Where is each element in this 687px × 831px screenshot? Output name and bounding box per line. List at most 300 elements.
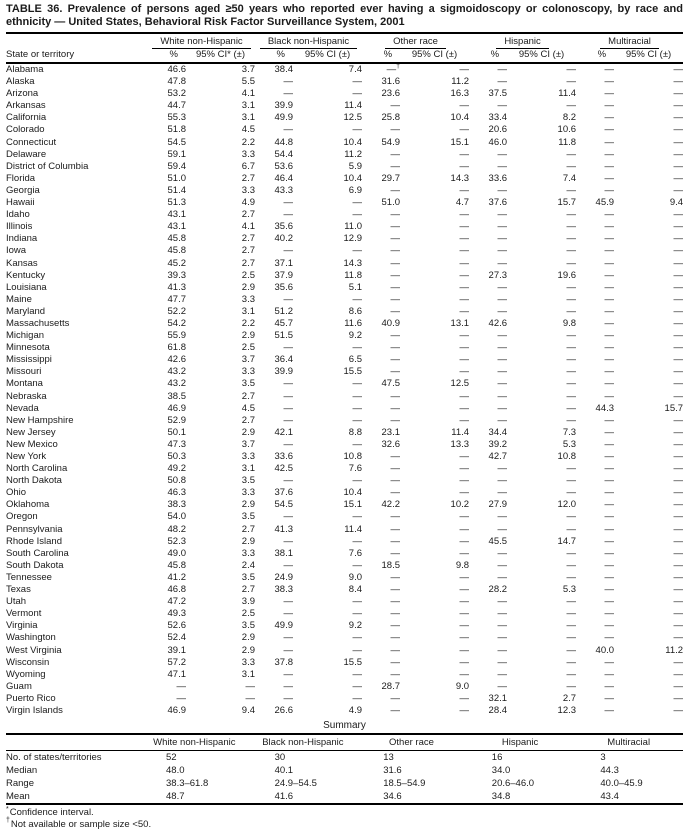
pct-value-cell: — xyxy=(604,535,615,547)
pct-value-cell: 52.6 xyxy=(167,620,186,632)
pct-value-cell: 33.4 xyxy=(488,112,508,124)
pct-value-cell: 50.1 xyxy=(167,426,186,438)
ci-value-cell: — xyxy=(459,293,470,305)
ci-value-cell: — xyxy=(245,692,255,704)
pct-value-cell: 20.6 xyxy=(488,124,508,136)
pct-value-cell: 54.4 xyxy=(274,148,293,160)
pct-value-cell: — xyxy=(283,209,293,221)
pct-value-cell: 52.4 xyxy=(167,632,186,644)
summary-value-cell: 48.0 xyxy=(166,765,185,777)
pct-value-cell: — xyxy=(604,88,615,100)
pct-value-cell: — xyxy=(604,269,615,281)
table-row xyxy=(6,439,683,451)
pct-value-cell: — xyxy=(497,100,508,112)
ci-value-cell: — xyxy=(459,692,470,704)
state-name-cell: Oregon xyxy=(6,511,38,523)
ci-value-cell: 9.8 xyxy=(455,559,470,571)
summary-row-label: No. of states/territories xyxy=(6,752,102,764)
state-name-cell: Rhode Island xyxy=(6,535,62,547)
pct-value-cell: 47.7 xyxy=(167,293,186,305)
summary-table xyxy=(6,733,683,805)
ci-value-cell: — xyxy=(673,668,684,680)
state-name-cell: Louisiana xyxy=(6,281,47,293)
pct-value-cell: 53.2 xyxy=(167,88,186,100)
table-row xyxy=(6,124,683,136)
pct-value-cell: — xyxy=(604,584,615,596)
ci-value-cell: — xyxy=(673,584,684,596)
pct-value-cell: — xyxy=(497,463,508,475)
ci-value-cell: 2.9 xyxy=(241,632,255,644)
column-subheader-row xyxy=(6,49,683,63)
pct-value-cell: 49.9 xyxy=(274,620,293,632)
ci-value-cell: 19.6 xyxy=(557,269,577,281)
ci-value-cell: — xyxy=(459,100,470,112)
pct-value-cell: 41.2 xyxy=(167,571,186,583)
ci-value-cell: — xyxy=(566,245,577,257)
ci-value-cell: 4.9 xyxy=(348,704,363,716)
ci-value-cell: — xyxy=(566,620,577,632)
pct-value-cell: — xyxy=(604,233,615,245)
pct-value-cell: 25.8 xyxy=(381,112,401,124)
ci-value-cell: — xyxy=(566,559,577,571)
state-name-cell: Ohio xyxy=(6,487,27,499)
pct-value-cell: — xyxy=(390,584,401,596)
pct-value-cell: 37.8 xyxy=(274,656,293,668)
table-row xyxy=(6,536,683,548)
ci-value-cell: — xyxy=(459,330,470,342)
pct-value-cell: 43.3 xyxy=(274,184,293,196)
ci-value-cell: — xyxy=(352,559,363,571)
ci-value-cell: — xyxy=(352,342,363,354)
state-name-cell: North Carolina xyxy=(6,463,68,475)
summary-value-cell: 18.5–54.9 xyxy=(383,778,426,790)
pct-value-cell: 18.5 xyxy=(381,559,401,571)
summary-value-cell: 13 xyxy=(383,752,394,764)
ci-value-cell: — xyxy=(566,64,577,75)
pct-value-cell: 42.6 xyxy=(488,317,508,329)
ci-value-cell: — xyxy=(673,354,684,366)
state-name-cell: New York xyxy=(6,451,47,462)
ci-value-cell: 11.0 xyxy=(344,221,363,233)
pct-value-cell: 54.2 xyxy=(167,317,186,329)
table-row xyxy=(6,233,683,245)
pct-value-cell: 49.9 xyxy=(274,112,293,124)
pct-value-cell: — xyxy=(604,317,615,329)
pct-value-cell: 52.9 xyxy=(167,414,186,426)
table-row xyxy=(6,693,683,705)
ci-value-cell: — xyxy=(673,620,684,632)
ci-value-cell: — xyxy=(459,366,470,378)
pct-value-cell: — xyxy=(497,523,508,535)
state-name-cell: Florida xyxy=(6,172,36,184)
pct-value-cell: 44.3 xyxy=(595,402,615,414)
ci-value-cell: — xyxy=(459,656,470,668)
pct-value-cell: — xyxy=(283,342,293,354)
summary-row xyxy=(6,751,683,765)
state-name-cell: Virginia xyxy=(6,620,38,632)
pct-value-cell: — xyxy=(604,76,615,88)
pct-value-cell: 34.4 xyxy=(488,426,508,438)
state-name-cell: Mississippi xyxy=(6,354,52,366)
pct-value-cell: — xyxy=(390,293,401,305)
state-name-cell: Indiana xyxy=(6,233,38,245)
pct-value-cell: 37.1 xyxy=(274,257,293,269)
pct-value-cell: 42.2 xyxy=(381,499,401,511)
ci-value-cell: 6.7 xyxy=(241,160,255,172)
pct-column-header: % xyxy=(148,49,186,63)
pct-value-cell: 45.7 xyxy=(274,317,293,329)
ci-value-cell: — xyxy=(459,620,470,632)
ci-value-cell: 15.1 xyxy=(450,136,470,148)
pct-value-cell: 45.8 xyxy=(167,245,186,257)
ci-value-cell: 2.2 xyxy=(241,317,255,329)
ci-value-cell: — xyxy=(673,571,684,583)
table-row xyxy=(6,427,683,439)
table-title: TABLE 36. Prevalence of persons aged ≥50 years who reported ever having a sigmoidoscopy or colonoscopy, by race and ethnicity — United States, Behavioral Risk Factor Surveillance System, 2001 xyxy=(6,3,683,28)
ci-value-cell: — xyxy=(566,160,577,172)
prevalence-table xyxy=(6,32,683,717)
table-row xyxy=(6,403,683,415)
pct-value-cell: — xyxy=(283,644,293,656)
ci-value-cell: — xyxy=(673,632,684,644)
pct-value-cell: 41.3 xyxy=(274,523,293,535)
table-row xyxy=(6,76,683,88)
pct-value-cell: 38.3 xyxy=(274,584,293,596)
state-name-cell: Colorado xyxy=(6,124,45,136)
ci-value-cell: — xyxy=(673,704,684,716)
state-name-cell: Alabama xyxy=(6,64,44,75)
pct-value-cell: — xyxy=(604,342,615,354)
pct-value-cell: — xyxy=(283,402,293,414)
pct-value-cell: — xyxy=(604,366,615,378)
summary-row-label: Median xyxy=(6,765,38,777)
summary-row-label: Range xyxy=(6,778,34,790)
pct-value-cell: 46.0 xyxy=(488,136,508,148)
ci-value-cell: 10.4 xyxy=(450,112,470,124)
table-row xyxy=(6,173,683,185)
pct-value-cell: 40.9 xyxy=(381,317,401,329)
pct-value-cell: 42.6 xyxy=(167,354,186,366)
pct-value-cell: 49.2 xyxy=(167,463,186,475)
state-name-cell: Pennsylvania xyxy=(6,523,63,535)
table-row xyxy=(6,391,683,403)
ci-value-cell: 2.9 xyxy=(241,499,255,511)
ci-value-cell: 11.4 xyxy=(451,426,470,438)
group-header-label: Black non-Hispanic xyxy=(260,36,357,49)
ci-value-cell: — xyxy=(352,197,363,209)
pct-value-cell: 50.8 xyxy=(167,475,186,487)
pct-value-cell: 38.1 xyxy=(274,547,293,559)
ci-value-cell: — xyxy=(566,330,577,342)
pct-value-cell: 23.6 xyxy=(381,88,401,100)
summary-rows xyxy=(6,751,683,805)
ci-value-cell: 10.6 xyxy=(557,124,577,136)
pct-value-cell: — xyxy=(283,475,293,487)
ci-value-cell: 10.4 xyxy=(343,487,363,499)
pct-value-cell: 37.6 xyxy=(488,197,508,209)
ci-value-cell: 2.7 xyxy=(241,414,255,426)
pct-column-header: % xyxy=(469,49,507,63)
ci-value-cell: — xyxy=(673,136,684,148)
pct-value-cell: — xyxy=(390,233,401,245)
table-row xyxy=(6,282,683,294)
ci-value-cell: 3.1 xyxy=(241,463,255,475)
ci-value-cell: — xyxy=(566,402,577,414)
ci-value-cell: 3.3 xyxy=(241,366,255,378)
pct-value-cell: — xyxy=(497,293,508,305)
table-row xyxy=(6,378,683,390)
pct-value-cell: — xyxy=(497,305,508,317)
table-row xyxy=(6,245,683,257)
pct-value-cell: 40.0 xyxy=(595,644,615,656)
pct-value-cell: 54.5 xyxy=(167,136,186,148)
ci-value-cell: 4.1 xyxy=(241,88,255,100)
pct-value-cell: — xyxy=(497,668,508,680)
group-header-label: Multiracial xyxy=(600,36,659,49)
table-row xyxy=(6,415,683,427)
summary-value-cell: 34.0 xyxy=(491,765,511,777)
pct-value-cell: — xyxy=(604,632,615,644)
pct-value-cell: — xyxy=(390,148,401,160)
pct-value-cell: 51.5 xyxy=(274,330,293,342)
state-name-cell: Texas xyxy=(6,584,31,596)
pct-value-cell: 50.3 xyxy=(167,451,186,462)
pct-value-cell: 38.3 xyxy=(167,499,186,511)
ci-value-cell: — xyxy=(352,632,363,644)
pct-value-cell: — xyxy=(283,668,293,680)
pct-value-cell: — xyxy=(283,596,293,608)
table-row xyxy=(6,88,683,100)
ci-value-cell: — xyxy=(566,184,577,196)
table-row xyxy=(6,475,683,487)
ci-value-cell: — xyxy=(459,632,470,644)
ci-value-cell: — xyxy=(673,426,684,438)
ci-value-cell: — xyxy=(673,160,684,172)
state-col-spacer xyxy=(6,33,148,49)
pct-value-cell: 61.8 xyxy=(167,342,186,354)
state-name-cell: Missouri xyxy=(6,366,42,378)
summary-header-row xyxy=(6,734,683,751)
pct-value-cell: — xyxy=(390,160,401,172)
ci-value-cell: — xyxy=(566,463,577,475)
pct-value-cell: 38.4 xyxy=(274,64,293,75)
summary-row xyxy=(6,764,683,777)
state-name-cell: New Mexico xyxy=(6,438,58,450)
pct-value-cell: 42.7 xyxy=(488,451,508,462)
ci-value-cell: 2.9 xyxy=(241,426,255,438)
ci-value-cell: 9.8 xyxy=(562,317,577,329)
pct-value-cell: — xyxy=(604,245,615,257)
ci-value-cell: — xyxy=(459,402,470,414)
pct-value-cell: — xyxy=(604,559,615,571)
footnote-text: Not available or sample size <50. xyxy=(10,818,152,830)
ci-value-cell: 3.3 xyxy=(241,547,255,559)
state-name-cell: Wisconsin xyxy=(6,656,50,668)
pct-value-cell: —† xyxy=(386,63,401,75)
ci-value-cell: — xyxy=(352,245,363,257)
ci-value-cell: — xyxy=(673,305,684,317)
ci-value-cell: — xyxy=(459,305,470,317)
summary-col-header: White non-Hispanic xyxy=(140,734,249,751)
ci-value-cell: — xyxy=(673,112,684,124)
ci-value-cell: — xyxy=(673,475,684,487)
summary-value-cell: 44.3 xyxy=(600,765,619,777)
pct-value-cell: — xyxy=(283,76,293,88)
state-name-cell: Nebraska xyxy=(6,390,47,402)
pct-value-cell: — xyxy=(497,148,508,160)
ci-value-cell: 10.2 xyxy=(450,499,470,511)
pct-value-cell: 43.2 xyxy=(167,378,186,390)
summary-value-cell: 20.6–46.0 xyxy=(491,778,535,790)
ci-value-cell: — xyxy=(459,596,470,608)
state-name-cell: Arkansas xyxy=(6,100,46,112)
ci-value-cell: — xyxy=(459,342,470,354)
dagger-footnote-marker: † xyxy=(396,63,401,70)
pct-value-cell: — xyxy=(604,487,615,499)
pct-value-cell: — xyxy=(604,378,615,390)
ci-value-cell: 7.3 xyxy=(562,426,577,438)
table-row xyxy=(6,608,683,620)
state-name-cell: South Dakota xyxy=(6,559,64,571)
pct-value-cell: — xyxy=(390,620,401,632)
ci-value-cell: 3.1 xyxy=(241,100,255,112)
table-row xyxy=(6,330,683,342)
table-row xyxy=(6,209,683,221)
ci-value-cell: — xyxy=(352,644,363,656)
ci-value-cell: 2.7 xyxy=(241,523,255,535)
ci-value-cell: 5.1 xyxy=(348,281,363,293)
pct-value-cell: — xyxy=(176,680,186,692)
pct-value-cell: 35.6 xyxy=(274,281,293,293)
pct-value-cell: 45.8 xyxy=(167,559,186,571)
pct-value-cell: 47.1 xyxy=(167,668,186,680)
pct-value-cell: 46.3 xyxy=(167,487,186,499)
ci-value-cell: 10.8 xyxy=(557,451,577,462)
pct-value-cell: 53.6 xyxy=(274,160,293,172)
pct-value-cell: — xyxy=(497,571,508,583)
table-row xyxy=(6,318,683,330)
pct-value-cell: 46.4 xyxy=(274,172,293,184)
table-row xyxy=(6,584,683,596)
ci-value-cell: 3.3 xyxy=(241,451,255,462)
ci-value-cell: 7.4 xyxy=(348,64,363,75)
pct-value-cell: 47.5 xyxy=(381,378,401,390)
group-header-other-race xyxy=(362,33,469,49)
pct-value-cell: — xyxy=(604,704,615,716)
state-name-cell: Illinois xyxy=(6,221,33,233)
group-header-white-non-hispanic xyxy=(148,33,255,49)
state-name-cell: Montana xyxy=(6,378,43,390)
ci-value-cell: — xyxy=(673,317,684,329)
ci-value-cell: 13.1 xyxy=(450,317,470,329)
pct-value-cell: 37.5 xyxy=(488,88,508,100)
ci-value-cell: — xyxy=(459,160,470,172)
group-header-multiracial xyxy=(576,33,683,49)
ci-value-cell: 11.2 xyxy=(665,644,684,656)
ci-value-cell: — xyxy=(566,221,577,233)
pct-value-cell: 39.9 xyxy=(274,100,293,112)
ci-value-cell: 14.3 xyxy=(343,257,363,269)
table-row xyxy=(6,185,683,197)
pct-value-cell: — xyxy=(604,124,615,136)
ci-value-cell: — xyxy=(673,76,684,88)
ci-value-cell: — xyxy=(566,608,577,620)
pct-value-cell: — xyxy=(283,293,293,305)
pct-value-cell: — xyxy=(604,620,615,632)
ci-value-cell: 11.2 xyxy=(344,148,363,160)
ci-value-cell: — xyxy=(566,378,577,390)
ci-value-cell: — xyxy=(459,547,470,559)
pct-value-cell: — xyxy=(176,692,186,704)
group-header-hispanic xyxy=(469,33,576,49)
ci-value-cell: — xyxy=(673,64,684,75)
summary-col-header: Multiracial xyxy=(574,734,683,751)
summary-value-cell: 34.6 xyxy=(357,790,466,804)
ci-value-cell: — xyxy=(459,571,470,583)
pct-value-cell: 28.2 xyxy=(488,584,508,596)
table-row xyxy=(6,645,683,657)
ci-value-cell: 2.9 xyxy=(241,644,255,656)
pct-value-cell: — xyxy=(604,209,615,221)
ci-value-cell: 3.3 xyxy=(241,656,255,668)
state-name-cell: Iowa xyxy=(6,245,27,257)
ci-value-cell: — xyxy=(459,704,470,716)
pct-value-cell: — xyxy=(604,330,615,342)
ci-value-cell: 2.7 xyxy=(562,692,577,704)
pct-value-cell: — xyxy=(283,197,293,209)
ci-value-cell: 15.5 xyxy=(343,366,363,378)
table-row xyxy=(6,197,683,209)
ci-value-cell: 15.7 xyxy=(557,197,577,209)
pct-value-cell: — xyxy=(497,233,508,245)
ci-value-cell: 5.5 xyxy=(241,76,255,88)
pct-value-cell: — xyxy=(604,414,615,426)
pct-value-cell: — xyxy=(390,644,401,656)
pct-value-cell: — xyxy=(390,475,401,487)
pct-value-cell: — xyxy=(497,330,508,342)
ci-value-cell: 11.2 xyxy=(451,76,470,88)
pct-value-cell: — xyxy=(604,451,615,462)
state-name-cell: New Hampshire xyxy=(6,414,74,426)
ci-value-cell: — xyxy=(459,245,470,257)
ci-value-cell: 2.9 xyxy=(241,281,255,293)
race-group-header-row xyxy=(6,33,683,49)
pct-value-cell: — xyxy=(390,390,401,402)
summary-row xyxy=(6,777,683,790)
table-row xyxy=(6,669,683,681)
ci-value-cell: 11.8 xyxy=(558,136,577,148)
pct-value-cell: — xyxy=(283,245,293,257)
ci-value-cell: 11.4 xyxy=(344,100,363,112)
ci-value-cell: — xyxy=(673,487,684,499)
ci-value-cell: 10.4 xyxy=(343,136,363,148)
state-name-cell: Georgia xyxy=(6,184,40,196)
pct-value-cell: — xyxy=(390,547,401,559)
state-name-cell: Michigan xyxy=(6,330,45,342)
pct-value-cell: — xyxy=(497,378,508,390)
ci-value-cell: — xyxy=(673,523,684,535)
ci-value-cell: 2.2 xyxy=(241,136,255,148)
pct-value-cell: 39.3 xyxy=(167,269,186,281)
ci-value-cell: — xyxy=(459,414,470,426)
pct-value-cell: — xyxy=(390,535,401,547)
pct-value-cell: — xyxy=(497,257,508,269)
pct-value-cell: 36.4 xyxy=(274,354,293,366)
pct-value-cell: — xyxy=(604,184,615,196)
table-row xyxy=(6,499,683,511)
ci-value-cell: — xyxy=(459,523,470,535)
ci-value-cell: — xyxy=(566,366,577,378)
